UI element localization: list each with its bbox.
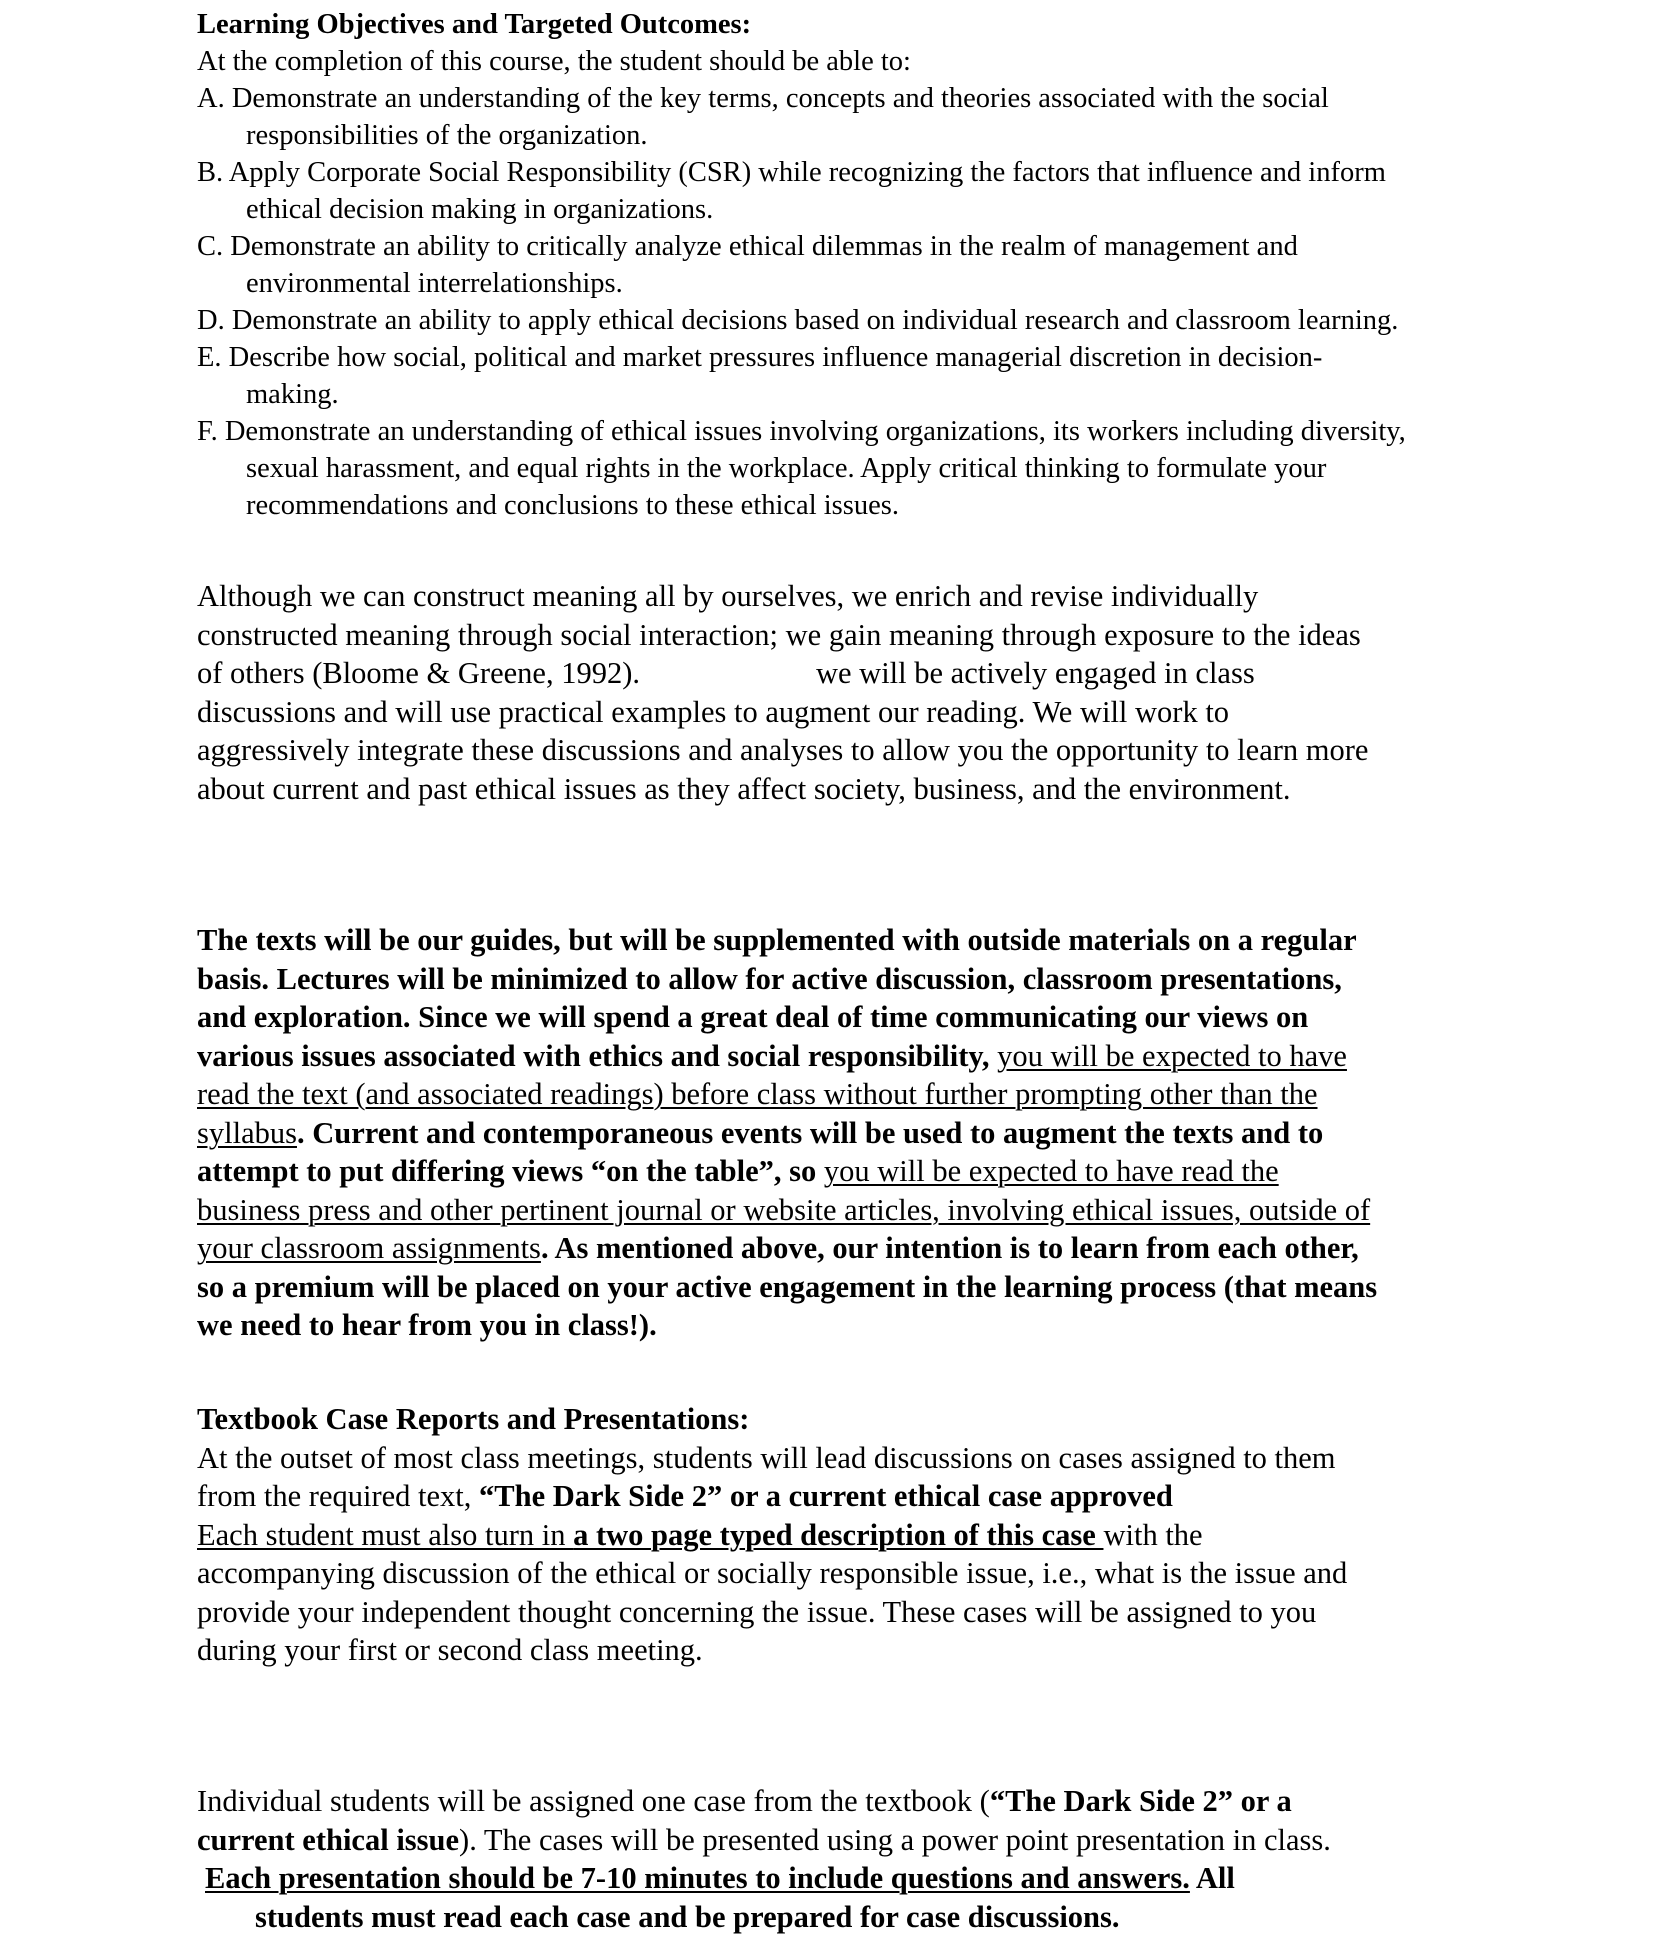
paragraph-line: Each student must also turn in a two page typed description of this case with the xyxy=(197,1517,1203,1552)
underlined-requirement: you will be expected to have read the xyxy=(823,1154,1279,1188)
underlined-requirement: Each presentation should be 7-10 minutes to include questions and answers. xyxy=(205,1861,1190,1895)
paragraph-line: provide your independent thought concerning the issue. These cases will be assigned to you xyxy=(197,1594,1317,1629)
paragraph-line: aggressively integrate these discussions and analyses to allow you the opportunity to learn more xyxy=(197,733,1369,767)
paragraph-line: current ethical issue). The cases will be presented using a power point presentation in class. xyxy=(197,1822,1331,1857)
paragraph-line: constructed meaning through social interaction; we gain meaning through exposure to the ideas xyxy=(197,617,1361,652)
underlined-requirement: your classroom assignments xyxy=(197,1231,541,1265)
objective-item-b: B. Apply Corporate Social Responsibility (CSR) while recognizing the factors that influence and inform xyxy=(197,157,1386,188)
presentations-paragraph xyxy=(197,1782,1497,1936)
underlined-requirement: a two page typed description of this case xyxy=(573,1517,1104,1552)
paragraph-line: about current and past ethical issues as they affect society, business, and the environment. xyxy=(197,771,1291,806)
paragraph-line: during your first or second class meeting. xyxy=(197,1633,703,1667)
objective-item-d: D. Demonstrate an ability to apply ethical decisions based on individual research and classroom learning. xyxy=(197,305,1399,336)
objective-item-f-cont2: recommendations and conclusions to these ethical issues. xyxy=(246,490,899,521)
objective-item-f: F. Demonstrate an understanding of ethical issues involving organizations, its workers including diversity, xyxy=(197,416,1406,447)
objective-item-c-cont: environmental interrelationships. xyxy=(246,268,623,299)
expectations-paragraph xyxy=(197,921,1497,1345)
underlined-requirement: read the text (and associated readings) before class without further prompting other than the xyxy=(197,1077,1318,1111)
paragraph-line: so a premium will be placed on your active engagement in the learning process (that means xyxy=(197,1269,1378,1304)
underlined-requirement: you will be expected to have xyxy=(997,1038,1347,1073)
objective-item-c: C. Demonstrate an ability to critically analyze ethical dilemmas in the realm of management and xyxy=(197,231,1298,262)
paragraph-line: students must read each case and be prepared for case discussions. xyxy=(255,1899,1120,1934)
paragraph-line: Each presentation should be 7-10 minutes to include questions and answers. All xyxy=(205,1861,1235,1895)
objective-item-a: A. Demonstrate an understanding of the key terms, concepts and theories associated with the social xyxy=(197,83,1329,114)
paragraph-line: At the outset of most class meetings, students will lead discussions on cases assigned to them xyxy=(197,1440,1336,1475)
objectives-heading: Learning Objectives and Targeted Outcomes: xyxy=(197,9,752,40)
paragraph-line: discussions and will use practical examples to augment our reading. We will work to xyxy=(197,694,1230,729)
objectives-intro: At the completion of this course, the student should be able to: xyxy=(197,46,911,77)
paragraph-line: Individual students will be assigned one case from the textbook (“The Dark Side 2” or a xyxy=(197,1784,1292,1818)
objective-item-f-cont: sexual harassment, and equal rights in the workplace. Apply critical thinking to formulate your xyxy=(246,453,1327,484)
objective-item-a-cont: responsibilities of the organization. xyxy=(246,120,648,151)
case-reports-heading: Textbook Case Reports and Presentations: xyxy=(197,1402,750,1436)
paragraph-line: basis. Lectures will be minimized to allow for active discussion, classroom presentations, xyxy=(197,961,1342,996)
paragraph-line: The texts will be our guides, but will be supplemented with outside materials on a regular xyxy=(197,923,1357,957)
paragraph-line: Although we can construct meaning all by ourselves, we enrich and revise individually xyxy=(197,579,1259,613)
paragraph-line: syllabus. Current and contemporaneous events will be used to augment the texts and to xyxy=(197,1115,1324,1150)
paragraph-line: of others (Bloome & Greene, 1992). we will be actively engaged in class xyxy=(197,656,1255,690)
underlined-requirement: syllabus xyxy=(197,1115,297,1150)
paragraph-line: various issues associated with ethics and social responsibility, you will be expected to have xyxy=(197,1038,1347,1073)
paragraph-line: we need to hear from you in class!). xyxy=(197,1308,657,1342)
paragraph-line: from the required text, “The Dark Side 2” or a current ethical case approved xyxy=(197,1479,1173,1513)
learning-objectives-section xyxy=(197,6,1497,524)
paragraph-line: and exploration. Since we will spend a great deal of time communicating our views on xyxy=(197,1000,1309,1034)
objective-item-e-cont: making. xyxy=(246,379,339,410)
objective-item-e: E. Describe how social, political and market pressures influence managerial discretion in decision- xyxy=(197,342,1323,373)
paragraph-line: your classroom assignments. As mentioned above, our intention is to learn from each other, xyxy=(197,1231,1359,1265)
philosophy-paragraph xyxy=(197,577,1497,808)
paragraph-line: accompanying discussion of the ethical or socially responsible issue, i.e., what is the issue and xyxy=(197,1556,1348,1590)
objective-item-b-cont: ethical decision making in organizations. xyxy=(246,194,714,225)
underlined-requirement: business press and other pertinent journal or website articles, involving ethical issues, outside of xyxy=(197,1192,1371,1227)
case-reports-section xyxy=(197,1400,1497,1670)
paragraph-line: attempt to put differing views “on the table”, so you will be expected to have read the xyxy=(197,1154,1279,1188)
